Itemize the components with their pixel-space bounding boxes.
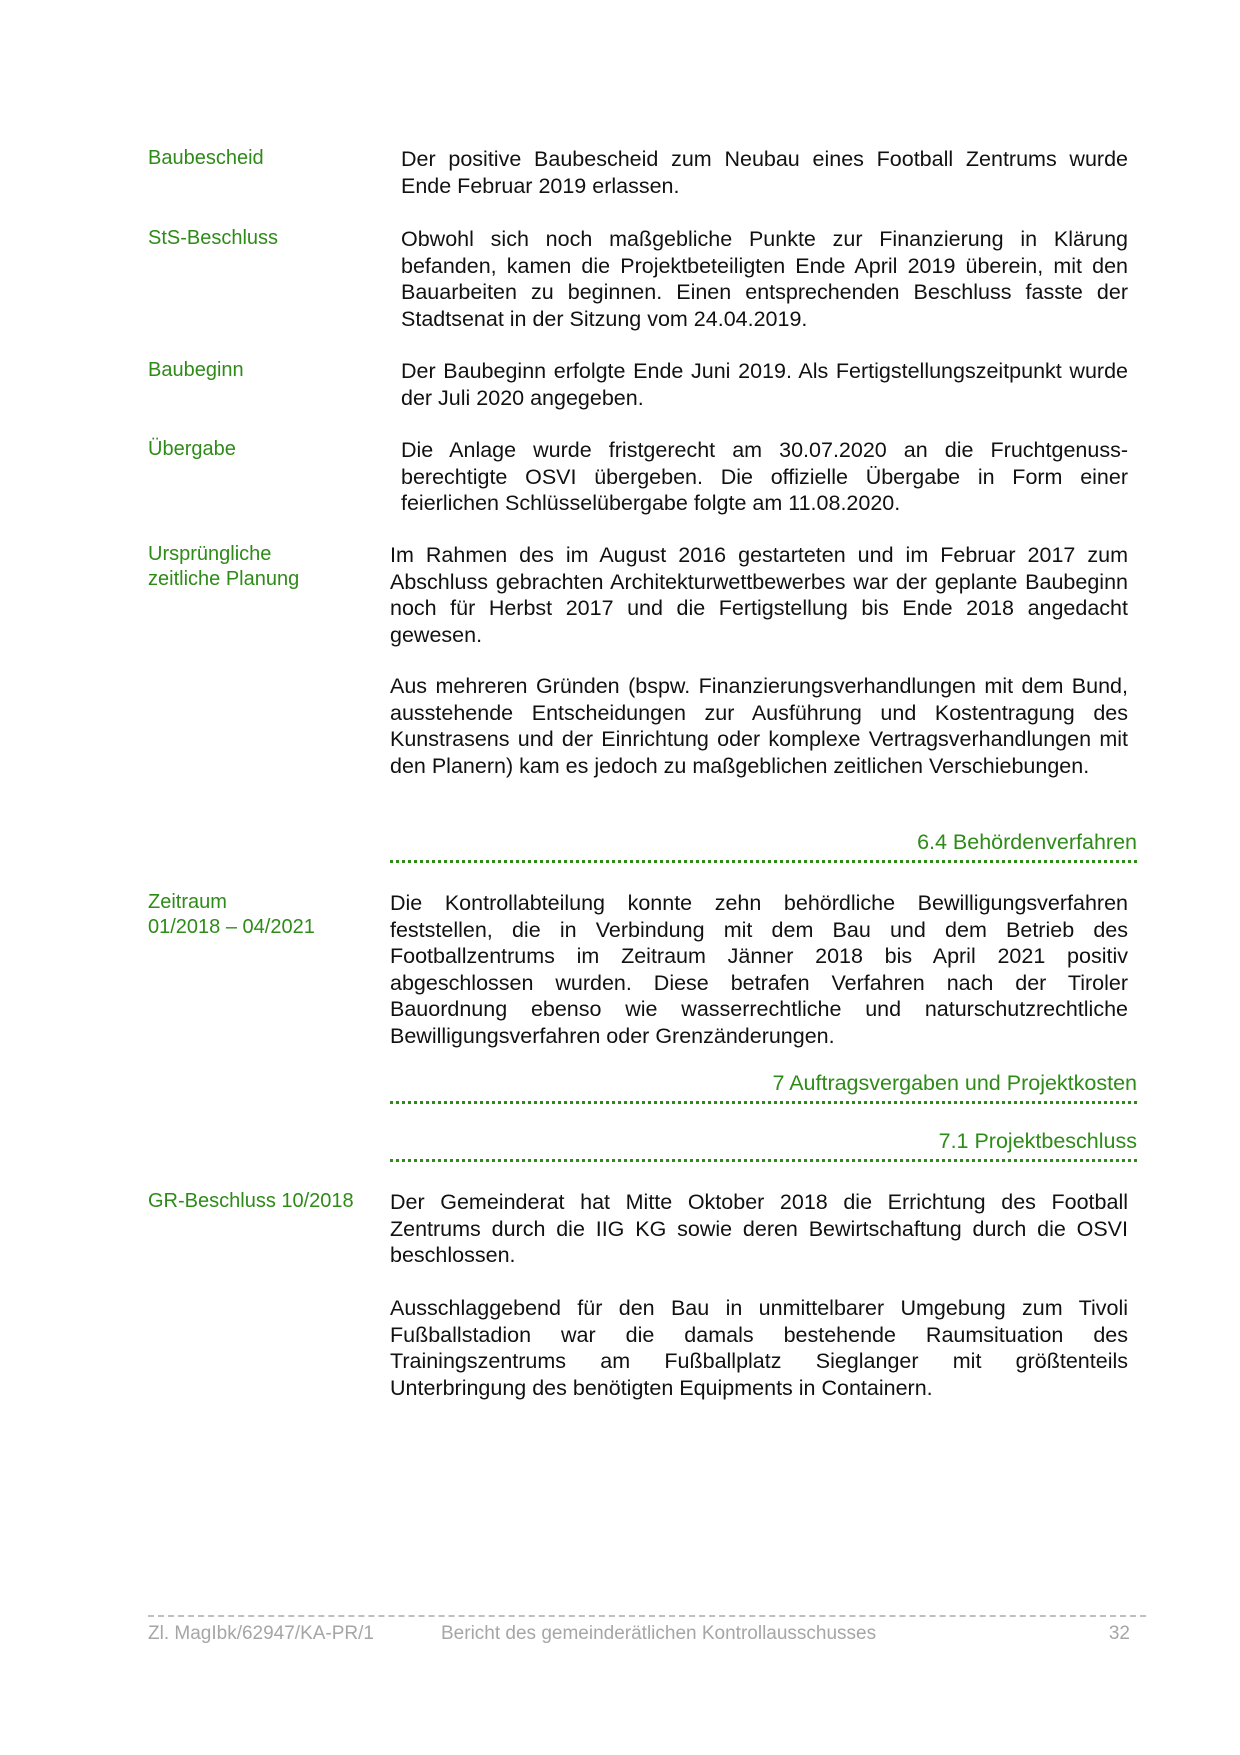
margin-label-planung-line1: Ursprüngliche	[148, 543, 272, 565]
paragraph-baubescheid: Der positive Baubescheid zum Neubau eines Football Zentrums wurde Ende Februar 2019 erlassen.	[401, 147, 1128, 198]
margin-label-uebergabe: Übergabe	[148, 438, 236, 460]
paragraph-planung-2: Aus mehreren Gründen (bspw. Finanzierungsverhandlungen mit dem Bund, ausstehende Entscheidungen zur Ausführung und Kostentragung des Kunstrasens und der Einrichtung oder komplexe Vertragsverhandlungen mit den Planern) kam es jedoch zu maßgeblichen zeitlichen Verschiebungen.	[390, 674, 1128, 778]
margin-label-planung	[148, 542, 368, 592]
margin-label-zeitraum	[148, 890, 368, 940]
paragraph-baubeginn: Der Baubeginn erfolgte Ende Juni 2019. Als Fertigstellungszeitpunkt wurde der Juli 2020 angegeben.	[401, 359, 1128, 410]
footer-divider	[148, 1615, 1146, 1617]
footer-title: Bericht des gemeinderätlichen Kontrollausschusses	[441, 1623, 877, 1644]
margin-label-planung-line2: zeitliche Planung	[148, 568, 300, 590]
margin-label-gr-beschluss: GR-Beschluss 10/2018	[148, 1190, 354, 1212]
margin-label-zeitraum-line1: Zeitraum	[148, 891, 227, 913]
paragraph-zeitraum: Die Kontrollabteilung konnte zehn behördliche Bewilligungsverfahren feststellen, die in Verbindung mit dem Bau und dem Betrieb des Footballzentrums im Zeitraum Jänner 2018 bis April 2021 positiv abgeschlossen wurden. Diese betrafen Verfahren nach der Tiroler Bauordnung ebenso wie wasserrechtliche und naturschutzrechtliche Bewilligungsverfahren oder Grenzänderungen.	[390, 891, 1128, 1048]
margin-label-sts-beschluss: StS-Beschluss	[148, 227, 279, 249]
footer-reference: Zl. MagIbk/62947/KA-PR/1	[148, 1623, 374, 1644]
section-heading-7-1: 7.1 Projektbeschluss	[390, 1127, 1137, 1162]
section-heading-7: 7 Auftragsvergaben und Projektkosten	[390, 1069, 1137, 1104]
paragraph-sts-beschluss: Obwohl sich noch maßgebliche Punkte zur Finanzierung in Klärung befanden, kamen die Projektbeteiligten Ende April 2019 überein, mit den Bauarbeiten zu beginnen. Einen entsprechenden Beschluss fasste der Stadtsenat in der Sitzung vom 24.04.2019.	[401, 227, 1128, 331]
paragraph-uebergabe: Die Anlage wurde fristgerecht am 30.07.2020 an die Fruchtgenussberechtigte OSVI übergeben. Die offizielle Übergabe in Form einer feierlichen Schlüsselübergabe folgte am 11.08.2020.	[401, 438, 1128, 515]
footer-page-number: 32	[1108, 1623, 1130, 1644]
section-heading-6-4: 6.4 Behördenverfahren	[390, 828, 1137, 863]
paragraph-gr-beschluss-1: Der Gemeinderat hat Mitte Oktober 2018 die Errichtung des Football Zentrums durch die IIG KG sowie deren Bewirtschaftung durch die OSVI beschlossen.	[390, 1190, 1128, 1267]
margin-label-zeitraum-line2: 01/2018 – 04/2021	[148, 916, 315, 938]
paragraph-planung-1: Im Rahmen des im August 2016 gestarteten und im Februar 2017 zum Abschluss gebrachten Architekturwettbewerbes war der geplante Baubeginn noch für Herbst 2017 und die Fertigstellung bis Ende 2018 angedacht gewesen.	[390, 543, 1128, 647]
margin-label-baubeginn: Baubeginn	[148, 359, 244, 381]
paragraph-gr-beschluss-2: Ausschlaggebend für den Bau in unmittelbarer Umgebung zum Tivoli Fußballstadion war die damals bestehende Raumsituation des Trainingszentrums am Fußballplatz Sieglanger mit größtenteils Unterbringung des benötigten Equipments in Containern.	[390, 1296, 1128, 1400]
margin-label-baubescheid: Baubescheid	[148, 147, 264, 169]
